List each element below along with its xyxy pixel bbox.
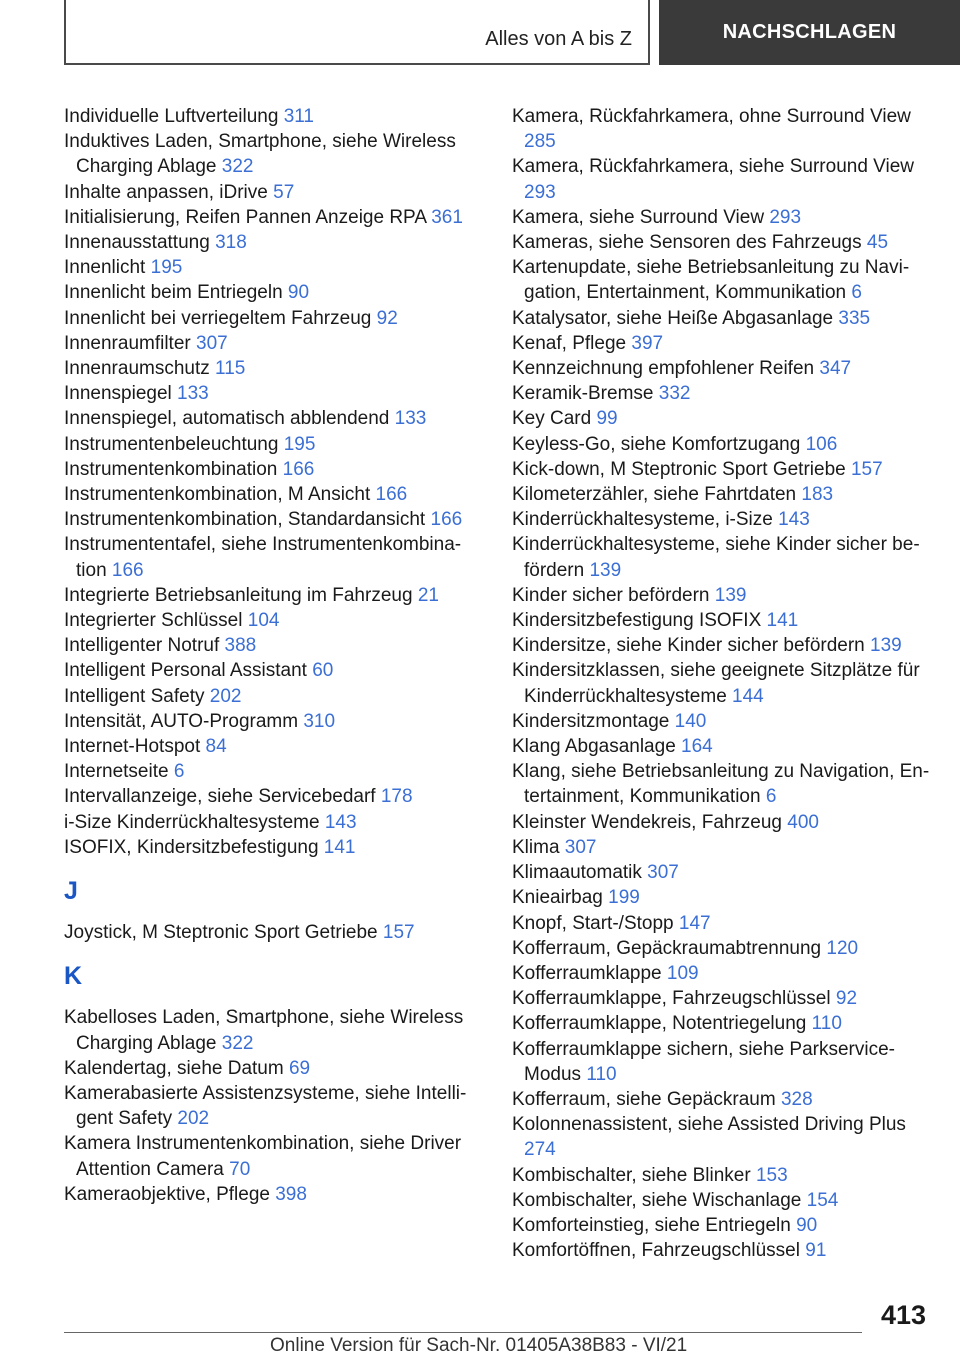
- page-link[interactable]: 141: [766, 610, 799, 632]
- page-link[interactable]: 183: [801, 484, 834, 506]
- page-link[interactable]: 139: [714, 584, 747, 606]
- index-entry: [512, 961, 932, 986]
- index-entry: [64, 1056, 484, 1081]
- index-entry: [512, 356, 932, 381]
- page-link[interactable]: 110: [586, 1063, 617, 1085]
- page-link[interactable]: 99: [596, 408, 618, 430]
- index-entry: [64, 532, 484, 582]
- entry-term: Internetseite: [64, 761, 169, 783]
- index-entry: [512, 608, 932, 633]
- entry-term: Kolonnenassistent, siehe Assisted Driving Plus: [512, 1114, 906, 1136]
- page-link[interactable]: 388: [224, 635, 257, 657]
- index-entry: [512, 507, 932, 532]
- entry-term: Knieairbag: [512, 887, 603, 909]
- page-link[interactable]: 322: [221, 156, 254, 178]
- index-entry: [512, 911, 932, 936]
- entry-term: Intervallanzeige, siehe Servicebedarf: [64, 786, 376, 808]
- index-entry: [512, 1037, 932, 1087]
- page-link[interactable]: 285: [524, 131, 556, 153]
- entry-term: Kinder sicher befördern: [512, 584, 710, 606]
- page-link[interactable]: 109: [666, 962, 699, 984]
- entry-term: ISOFIX, Kindersitzbefestigung: [64, 836, 319, 858]
- page-link[interactable]: 57: [273, 181, 295, 203]
- page-link[interactable]: 21: [417, 584, 439, 606]
- entry-term: Innenlicht: [64, 257, 146, 279]
- entry-term: Innenausstattung: [64, 232, 210, 254]
- index-entry: [64, 255, 484, 280]
- index-entry: [64, 381, 484, 406]
- page-link[interactable]: 153: [755, 1164, 788, 1186]
- page-link[interactable]: 274: [524, 1139, 556, 1161]
- page-link[interactable]: 293: [769, 206, 802, 228]
- letter-heading-j: J: [64, 877, 78, 906]
- page-link[interactable]: 133: [177, 383, 209, 405]
- page-link[interactable]: 92: [835, 988, 858, 1010]
- index-entry: [512, 1238, 932, 1263]
- entry-term: Instrumentenbeleuchtung: [64, 433, 279, 455]
- entry-term: Kofferraum, Gepäckraumabtrennung: [512, 937, 822, 959]
- index-entry: [64, 205, 484, 230]
- page-link[interactable]: 139: [870, 635, 902, 657]
- entry-term: Kleinster Wendekreis, Fahrzeug: [512, 811, 782, 833]
- index-entry: [64, 1005, 484, 1055]
- index-entry: [512, 154, 932, 204]
- index-entry: [512, 810, 932, 835]
- entry-term: Klang, siehe Betriebsanleitung zu Navigation, Entertainment, Kommunikation: [512, 761, 930, 808]
- page-link[interactable]: 293: [524, 181, 556, 203]
- index-entry: [64, 280, 484, 305]
- page-link[interactable]: 307: [564, 836, 597, 858]
- footer-version-text: Online Version für Sach-Nr. 01405A38B83 - VI/21: [270, 1335, 688, 1356]
- page-link[interactable]: 398: [275, 1183, 307, 1205]
- index-entry: [64, 734, 484, 759]
- page-link[interactable]: 143: [778, 509, 810, 531]
- index-entry: [512, 583, 932, 608]
- index-entry: [512, 482, 932, 507]
- page-link[interactable]: 141: [323, 836, 356, 858]
- page-link[interactable]: 91: [805, 1240, 827, 1262]
- right-column: [512, 104, 932, 1263]
- footer-rule: [64, 1332, 862, 1333]
- entry-term: Kofferraumklappe, Fahrzeugschlüssel: [512, 988, 831, 1010]
- page-link[interactable]: 311: [283, 106, 314, 127]
- entry-term: Kofferraumklappe: [512, 962, 662, 984]
- index-entry: [64, 104, 484, 129]
- index-entry: [512, 1213, 932, 1238]
- entry-term: Kamera, Rückfahrkamera, ohne Surround View: [512, 106, 911, 127]
- entry-term: Innenspiegel: [64, 383, 172, 405]
- entry-term: Katalysator, siehe Heiße Abgasanlage: [512, 307, 834, 329]
- index-entry: [64, 1081, 484, 1131]
- page-link[interactable]: 154: [806, 1189, 839, 1211]
- page-link[interactable]: 166: [375, 484, 408, 506]
- entry-term: Kick-down, M Steptronic Sport Getriebe: [512, 458, 846, 480]
- entry-term: Innenlicht bei verriegeltem Fahrzeug: [64, 307, 372, 329]
- index-entry: [512, 633, 932, 658]
- page-link[interactable]: 332: [658, 383, 691, 405]
- page-link[interactable]: 90: [796, 1214, 818, 1236]
- index-entry: [64, 608, 484, 633]
- entry-term: Kindersitze, siehe Kinder sicher befördern: [512, 635, 865, 657]
- page-link[interactable]: 143: [324, 811, 357, 833]
- entry-term: Kalendertag, siehe Datum: [64, 1057, 284, 1079]
- index-entry: [512, 885, 932, 910]
- entry-term: Kabelloses Laden, Smartphone, siehe Wireless Charging Ablage: [64, 1007, 464, 1054]
- entry-term: Knopf, Start-/Stopp: [512, 912, 674, 934]
- entry-term: Klima: [512, 836, 560, 858]
- j-entry-list: [64, 920, 484, 945]
- index-entry: [512, 205, 932, 230]
- entry-term: Induktives Laden, Smartphone, siehe Wireless Charging Ablage: [64, 131, 456, 178]
- index-entry: [512, 331, 932, 356]
- index-entry: [64, 406, 484, 431]
- index-entry: [512, 709, 932, 734]
- page-link[interactable]: 310: [303, 710, 336, 732]
- page-link[interactable]: 69: [288, 1057, 311, 1079]
- entry-term: Internet-Hotspot: [64, 736, 201, 758]
- entry-term: Komfortöffnen, Fahrzeugschlüssel: [512, 1240, 800, 1262]
- left-column: [64, 104, 484, 1207]
- chapter-title: NACHSCHLAGEN: [722, 21, 897, 43]
- entry-term: Kameraobjektive, Pflege: [64, 1183, 270, 1205]
- index-entry: [64, 230, 484, 255]
- index-entry: [64, 759, 484, 784]
- index-entry: [512, 1188, 932, 1213]
- entry-term: Innenlicht beim Entriegeln: [64, 282, 283, 304]
- index-entry: [64, 810, 484, 835]
- page-link[interactable]: 140: [674, 710, 707, 732]
- entry-term: Kindersitzklassen, siehe geeignete Sitzplätze für Kinderrückhaltesysteme: [512, 660, 920, 707]
- entry-term: Kilometerzähler, siehe Fahrtdaten: [512, 484, 797, 506]
- entry-term: Intelligent Personal Assistant: [64, 660, 307, 682]
- page-link[interactable]: 115: [215, 358, 246, 380]
- page-link[interactable]: 166: [282, 458, 315, 480]
- index-entry: [512, 1011, 932, 1036]
- index-entry: [64, 356, 484, 381]
- entry-term: Initialisierung, Reifen Pannen Anzeige RPA: [64, 206, 426, 228]
- entry-term: Kinderrückhaltesysteme, siehe Kinder sicher befördern: [512, 534, 920, 581]
- page-link[interactable]: 60: [312, 660, 334, 682]
- entry-term: Kindersitzmontage: [512, 710, 670, 732]
- page-link[interactable]: 106: [805, 433, 838, 455]
- index-entry: [512, 835, 932, 860]
- page-link[interactable]: 361: [431, 206, 463, 228]
- page-link[interactable]: 195: [283, 433, 316, 455]
- page-link[interactable]: 70: [229, 1158, 251, 1180]
- index-entry: [512, 381, 932, 406]
- entry-term: Kinderrückhaltesysteme, i-Size: [512, 509, 773, 531]
- page-link[interactable]: 139: [589, 559, 622, 581]
- page-link[interactable]: 195: [150, 257, 183, 279]
- entry-term: Kofferraumklappe sichern, siehe Parkservice-Modus: [512, 1038, 895, 1085]
- entry-term: Key Card: [512, 408, 592, 430]
- entry-term: Klang Abgasanlage: [512, 736, 676, 758]
- entry-term: Integrierte Betriebsanleitung im Fahrzeug: [64, 584, 413, 606]
- entry-term: Instrumententafel, siehe Instrumentenkombination: [64, 534, 462, 581]
- page-link[interactable]: 157: [850, 458, 883, 480]
- entry-term: Intensität, AUTO-Programm: [64, 710, 299, 732]
- index-entry: [512, 457, 932, 482]
- entry-term: i-Size Kinderrückhaltesysteme: [64, 811, 320, 833]
- entry-term: Innenspiegel, automatisch abblendend: [64, 408, 390, 430]
- page-link[interactable]: 120: [826, 937, 859, 959]
- index-entry: [64, 633, 484, 658]
- index-entry: [64, 709, 484, 734]
- index-entry: [512, 986, 932, 1011]
- page-link[interactable]: 157: [382, 922, 415, 944]
- right-entry-list: [512, 104, 932, 1263]
- entry-term: Innenraumfilter: [64, 332, 191, 354]
- index-entry: [64, 432, 484, 457]
- index-entry: [64, 583, 484, 608]
- index-entry: [64, 180, 484, 205]
- index-entry: [512, 406, 932, 431]
- index-entry: [64, 306, 484, 331]
- page-link[interactable]: 307: [196, 332, 228, 354]
- page-link[interactable]: 104: [247, 610, 280, 632]
- chapter-tab[interactable]: [659, 0, 960, 65]
- entry-term: Intelligenter Notruf: [64, 635, 220, 657]
- index-entry: [512, 658, 932, 708]
- page-link[interactable]: 6: [765, 786, 777, 808]
- entry-term: Kartenupdate, siehe Betriebsanleitung zu Navigation, Entertainment, Kommunikation: [512, 257, 910, 304]
- index-entry: [512, 936, 932, 961]
- page-link[interactable]: 110: [811, 1013, 842, 1035]
- page-link[interactable]: 307: [647, 862, 679, 884]
- entry-term: Keyless-Go, siehe Komfortzugang: [512, 433, 801, 455]
- page-link[interactable]: 92: [376, 307, 398, 329]
- entry-term: Kenaf, Pflege: [512, 332, 627, 354]
- page-header: [0, 0, 960, 66]
- left-entry-list: [64, 104, 484, 860]
- index-entry: [512, 734, 932, 759]
- index-entry: [64, 482, 484, 507]
- index-entry: [64, 658, 484, 683]
- section-title: Alles von A bis Z: [485, 28, 632, 50]
- page-link[interactable]: 45: [866, 232, 889, 254]
- entry-term: Kamera, Rückfahrkamera, siehe Surround View: [512, 156, 915, 178]
- page-link[interactable]: 144: [732, 685, 764, 707]
- page-link[interactable]: 318: [215, 232, 247, 254]
- page-link[interactable]: 6: [851, 282, 862, 304]
- entry-term: Instrumentenkombination, Standardansicht: [64, 509, 426, 531]
- entry-term: Kamerabasierte Assistenzsysteme, siehe Intelligent Safety: [64, 1082, 467, 1130]
- entry-term: Inhalte anpassen, iDrive: [64, 181, 268, 203]
- page-link[interactable]: 322: [221, 1032, 254, 1054]
- page-link[interactable]: 400: [787, 811, 819, 833]
- page-link[interactable]: 202: [177, 1108, 210, 1130]
- page-link[interactable]: 6: [173, 761, 185, 783]
- index-entry: [512, 1163, 932, 1188]
- k-entry-list: [64, 1005, 484, 1207]
- index-entry: [512, 230, 932, 255]
- header-section-box: [66, 0, 646, 63]
- page-link[interactable]: 328: [780, 1088, 813, 1110]
- letter-heading-k: K: [64, 962, 83, 991]
- index-entry: [64, 784, 484, 809]
- entry-term: Individuelle Luftverteilung: [64, 106, 279, 127]
- index-entry: [64, 835, 484, 860]
- page-link[interactable]: 166: [111, 559, 144, 581]
- index-entry: [512, 860, 932, 885]
- index-entry: [512, 432, 932, 457]
- entry-term: Instrumentenkombination: [64, 458, 278, 480]
- entry-term: Kindersitzbefestigung ISOFIX: [512, 610, 762, 632]
- page-link[interactable]: 347: [819, 358, 852, 380]
- entry-term: Kofferraum, siehe Gepäckraum: [512, 1088, 776, 1110]
- index-entry: [64, 684, 484, 709]
- page-link[interactable]: 133: [394, 408, 427, 430]
- page-link[interactable]: 166: [430, 509, 463, 531]
- entry-term: Kamera Instrumentenkombination, siehe Driver Attention Camera: [64, 1133, 462, 1180]
- page-link[interactable]: 178: [380, 786, 413, 808]
- entry-term: Kennzeichnung empfohlener Reifen: [512, 358, 815, 380]
- index-entry: [64, 920, 484, 945]
- page-link[interactable]: 335: [838, 307, 871, 329]
- index-entry: [64, 1182, 484, 1207]
- header-bottom-rule: [64, 63, 650, 65]
- entry-term: Komforteinstieg, siehe Entriegeln: [512, 1214, 791, 1236]
- index-entry: [64, 331, 484, 356]
- index-entry: [512, 1112, 932, 1162]
- index-entry: [64, 507, 484, 532]
- index-entry: [512, 255, 932, 305]
- entry-term: Joystick, M Steptronic Sport Getriebe: [64, 922, 378, 944]
- index-entry: [512, 759, 932, 809]
- index-entry: [64, 1131, 484, 1181]
- page-link[interactable]: 199: [608, 887, 640, 909]
- page-number: 413: [880, 1300, 926, 1330]
- entry-term: Kombischalter, siehe Wischanlage: [512, 1189, 802, 1211]
- index-entry: [64, 129, 484, 179]
- entry-term: Keramik-Bremse: [512, 383, 654, 405]
- header-divider: [648, 0, 650, 65]
- page-link[interactable]: 202: [209, 685, 242, 707]
- page-link[interactable]: 164: [681, 736, 713, 758]
- index-entry: [512, 1087, 932, 1112]
- entry-term: Intelligent Safety: [64, 685, 205, 707]
- entry-term: Integrierter Schlüssel: [64, 610, 243, 632]
- entry-term: Kombischalter, siehe Blinker: [512, 1164, 751, 1186]
- page-link[interactable]: 147: [678, 912, 711, 934]
- entry-term: Kameras, siehe Sensoren des Fahrzeugs: [512, 232, 862, 254]
- index-entry: [512, 306, 932, 331]
- entry-term: Innenraumschutz: [64, 358, 210, 380]
- index-entry: [512, 104, 932, 154]
- entry-term: Kofferraumklappe, Notentriegelung: [512, 1013, 807, 1035]
- entry-term: Klimaautomatik: [512, 862, 642, 884]
- entry-term: Instrumentenkombination, M Ansicht: [64, 484, 371, 506]
- index-entry: [512, 532, 932, 582]
- index-entry: [64, 457, 484, 482]
- page-link[interactable]: 84: [205, 736, 227, 758]
- entry-term: Kamera, siehe Surround View: [512, 206, 765, 228]
- page-link[interactable]: 397: [631, 332, 664, 354]
- page-link[interactable]: 90: [287, 282, 310, 304]
